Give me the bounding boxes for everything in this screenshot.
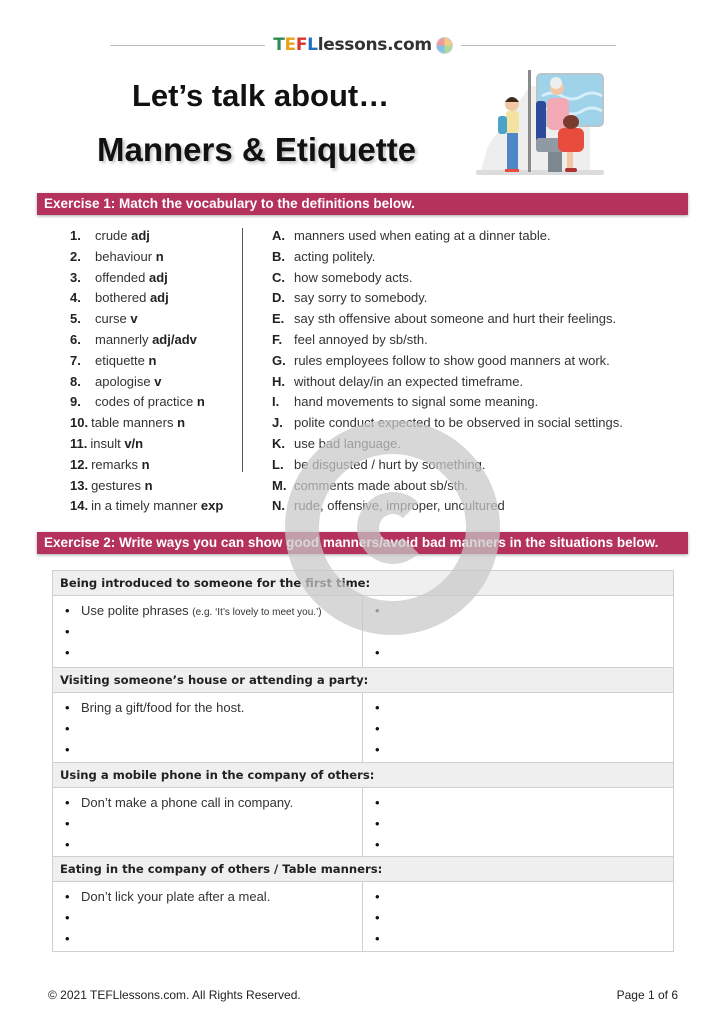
definition-letter: H. xyxy=(272,373,285,389)
definition-letter: I. xyxy=(272,394,280,410)
page-title: Manners & Etiquette xyxy=(97,131,417,168)
definition-item xyxy=(272,434,672,455)
bullet-answer[interactable] xyxy=(65,886,362,907)
definition-text: feel annoyed by sb/sth. xyxy=(294,331,428,347)
vocab-number: 12. xyxy=(70,456,89,472)
vocab-word: etiquette xyxy=(95,352,149,368)
vocab-pos: adj/adv xyxy=(152,331,197,347)
vocab-word: offended xyxy=(95,269,149,285)
exercise-1-banner: Exercise 1: Match the vocabulary to the definitions below. xyxy=(37,193,688,215)
vocab-item xyxy=(70,434,242,455)
example-answer: Don’t lick your plate after a meal. xyxy=(81,889,271,904)
vocab-pos: n xyxy=(141,456,150,472)
definition-text: comments made about sb/sth. xyxy=(294,477,469,493)
answer-column-left xyxy=(53,596,363,667)
section-body xyxy=(53,788,673,857)
vocab-pos: n xyxy=(148,352,157,368)
vocab-pos: adj xyxy=(131,228,150,243)
section-heading: Eating in the company of others / Table manners: xyxy=(53,857,673,882)
bullet-answer[interactable] xyxy=(65,792,362,813)
section-body xyxy=(53,596,673,668)
definition-item xyxy=(272,288,672,309)
bullet-answer[interactable] xyxy=(375,739,673,760)
vocab-item xyxy=(70,392,242,413)
vocab-word: remarks xyxy=(91,456,142,472)
vocab-number: 13. xyxy=(70,477,89,493)
bullet-answer[interactable] xyxy=(65,834,362,855)
vocab-word: codes of practice xyxy=(95,394,197,410)
vocab-word: insult xyxy=(90,435,125,451)
divider-left xyxy=(110,45,265,46)
vocab-number: 8. xyxy=(70,373,81,389)
vocab-number: 11. xyxy=(70,435,88,451)
vocab-item xyxy=(70,268,242,289)
logo-letter-t: T xyxy=(273,35,285,55)
section-heading: Visiting someone’s house or attending a party: xyxy=(53,668,673,693)
vocab-word: apologise xyxy=(95,373,155,389)
vocab-word: crude xyxy=(95,228,132,243)
logo-letter-l: L xyxy=(307,35,318,55)
vocab-pos: exp xyxy=(200,498,224,514)
vocab-pos: n xyxy=(155,248,164,264)
vocab-number: 2. xyxy=(70,248,81,264)
definition-text: rules employees follow to show good manners at work. xyxy=(294,352,610,368)
exercise-2-banner: Exercise 2: Write ways you can show good manners/avoid bad manners in the situations below. xyxy=(37,532,688,554)
site-logo xyxy=(265,35,461,55)
definition-text: use bad language. xyxy=(294,435,401,451)
definition-item xyxy=(272,247,672,268)
section-body xyxy=(53,882,673,951)
footer-page-number: Page 1 of 6 xyxy=(616,988,678,1002)
bus-manners-illustration xyxy=(470,66,610,178)
definition-text: how somebody acts. xyxy=(294,269,413,285)
definition-letter: N. xyxy=(272,498,285,514)
bullet-answer[interactable] xyxy=(65,739,362,760)
bullet-answer[interactable] xyxy=(65,813,362,834)
bullet-answer[interactable] xyxy=(375,907,673,928)
example-note: (e.g. ‘It’s lovely to meet you.’) xyxy=(192,607,322,618)
vocab-word: in a timely manner xyxy=(91,498,201,514)
vocab-number: 14. xyxy=(70,498,89,514)
definitions-list xyxy=(272,226,672,517)
bullet-answer[interactable] xyxy=(65,928,362,949)
vocab-word: curse xyxy=(95,311,131,327)
vocab-pos: v xyxy=(130,311,138,327)
bullet-answer[interactable] xyxy=(375,697,673,718)
bullet-answer[interactable] xyxy=(65,907,362,928)
definition-letter: F. xyxy=(272,331,283,347)
vocab-item xyxy=(70,330,242,351)
section-heading: Using a mobile phone in the company of others: xyxy=(53,763,673,788)
header-logo-row xyxy=(110,34,616,56)
vocab-number: 1. xyxy=(70,228,81,243)
vocab-item xyxy=(70,309,242,330)
definition-item xyxy=(272,372,672,393)
definition-item xyxy=(272,226,672,247)
vocab-number: 3. xyxy=(70,269,81,285)
definition-item xyxy=(272,476,672,497)
definition-text: without delay/in an expected timeframe. xyxy=(294,373,524,389)
definition-letter: K. xyxy=(272,435,285,451)
vocab-pos: n xyxy=(177,415,186,431)
column-divider xyxy=(242,228,243,472)
bullet-answer[interactable] xyxy=(375,600,673,621)
bullet-answer[interactable] xyxy=(65,642,362,663)
vocab-number: 9. xyxy=(70,394,81,410)
definition-letter: A. xyxy=(272,228,285,243)
definition-text: acting politely. xyxy=(294,248,376,264)
definition-letter: J. xyxy=(272,415,283,431)
answer-column-right xyxy=(363,693,673,762)
definition-letter: B. xyxy=(272,248,285,264)
vocab-item xyxy=(70,372,242,393)
definition-letter: G. xyxy=(272,352,286,368)
definition-text: be disgusted / hurt by something. xyxy=(294,456,486,472)
vocab-number: 6. xyxy=(70,331,81,347)
bullet-answer[interactable] xyxy=(65,697,362,718)
definition-letter: D. xyxy=(272,290,285,306)
answer-column-right xyxy=(363,882,673,951)
vocab-pos: n xyxy=(196,394,205,410)
definition-item xyxy=(272,455,672,476)
answer-column-left xyxy=(53,788,363,856)
vocab-pos: adj xyxy=(148,269,168,285)
example-answer: Don’t make a phone call in company. xyxy=(81,795,294,810)
vocab-item xyxy=(70,455,242,476)
bullet-answer[interactable] xyxy=(375,718,673,739)
bullet-answer[interactable] xyxy=(375,886,673,907)
logo-letter-e: E xyxy=(284,35,296,55)
definition-letter: E. xyxy=(272,311,285,327)
bullet-answer[interactable] xyxy=(375,928,673,949)
bullet-answer[interactable] xyxy=(65,600,362,621)
section-heading: Being introduced to someone for the first time: xyxy=(53,571,673,596)
answer-column-left xyxy=(53,882,363,951)
divider-right xyxy=(461,45,616,46)
vocab-word: mannerly xyxy=(95,331,153,347)
vocab-number: 7. xyxy=(70,352,81,368)
answer-column-right xyxy=(363,788,673,856)
answer-column-left xyxy=(53,693,363,762)
vocab-item xyxy=(70,496,242,517)
vocab-word: table manners xyxy=(91,415,178,431)
definition-text: say sth offensive about someone and hurt their feelings. xyxy=(294,311,617,327)
logo-letter-f: F xyxy=(295,35,308,55)
vocab-pos: v/n xyxy=(124,435,144,451)
vocab-item xyxy=(70,288,242,309)
definition-text: polite conduct expected to be observed in social settings. xyxy=(294,415,623,431)
vocab-number: 5. xyxy=(70,311,81,327)
example-answer: Bring a gift/food for the host. xyxy=(81,700,245,715)
definition-letter: L. xyxy=(272,456,284,472)
vocab-pos: adj xyxy=(149,290,169,306)
vocab-item xyxy=(70,247,242,268)
definition-text: manners used when eating at a dinner table. xyxy=(294,228,551,243)
bullet-answer[interactable] xyxy=(375,813,673,834)
definition-item xyxy=(272,309,672,330)
bullet-answer[interactable] xyxy=(375,642,673,663)
vocab-word: behaviour xyxy=(95,248,156,264)
vocab-item xyxy=(70,476,242,497)
definition-letter: M. xyxy=(272,477,287,493)
logo-text: lessons.com xyxy=(317,35,432,55)
vocab-word: gestures xyxy=(91,477,145,493)
bullet-answer[interactable] xyxy=(375,792,673,813)
vocab-item xyxy=(70,226,242,247)
vocab-number: 4. xyxy=(70,290,81,306)
example-answer: Use polite phrases xyxy=(81,603,193,618)
vocab-item xyxy=(70,413,242,434)
globe-icon xyxy=(436,37,453,54)
definition-text: say sorry to somebody. xyxy=(294,290,428,306)
vocabulary-list xyxy=(70,226,242,517)
definition-item xyxy=(272,392,672,413)
vocab-pos: n xyxy=(144,477,153,493)
definition-item xyxy=(272,351,672,372)
bullet-answer[interactable] xyxy=(65,621,362,642)
bullet-answer[interactable] xyxy=(65,718,362,739)
vocab-number: 10. xyxy=(70,415,89,431)
definition-item xyxy=(272,330,672,351)
vocab-pos: v xyxy=(154,373,162,389)
definition-text: hand movements to signal some meaning. xyxy=(294,394,539,410)
definition-letter: C. xyxy=(272,269,285,285)
answer-column-right xyxy=(363,596,673,667)
definition-item xyxy=(272,496,672,517)
bullet-answer[interactable] xyxy=(375,834,673,855)
vocab-item xyxy=(70,351,242,372)
page-subtitle: Let’s talk about… xyxy=(132,78,390,113)
definition-text: rude, offensive, improper, uncultured xyxy=(294,498,505,514)
footer-copyright: © 2021 TEFLlessons.com. All Rights Reserved. xyxy=(48,988,301,1002)
vocab-word: bothered xyxy=(95,290,150,306)
definition-item xyxy=(272,413,672,434)
situations-table xyxy=(52,570,674,952)
definition-item xyxy=(272,268,672,289)
section-body xyxy=(53,693,673,763)
